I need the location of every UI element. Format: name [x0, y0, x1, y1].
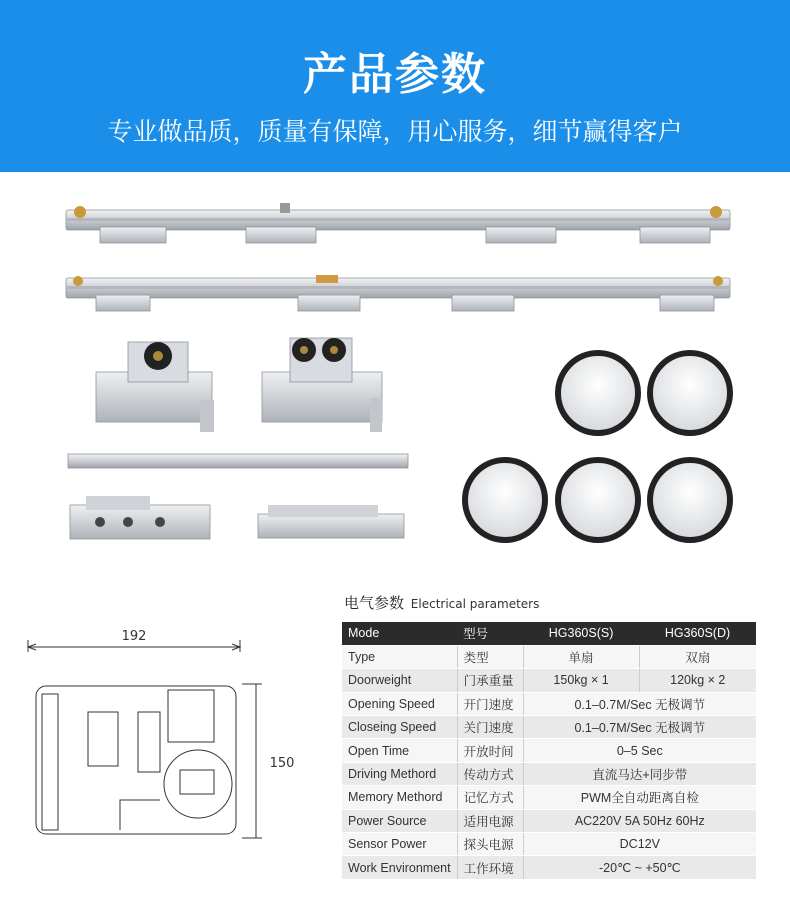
table-row — [342, 739, 756, 762]
row-col1: 单扇 — [523, 645, 639, 668]
header-key: Mode — [342, 622, 457, 645]
row-key: Doorweight — [342, 669, 457, 692]
drawing-width-label: 192 — [121, 629, 147, 644]
table-row — [342, 856, 756, 879]
row-col1: 150kg × 1 — [523, 669, 639, 692]
row-value: AC220V 5A 50Hz 60Hz — [523, 809, 756, 832]
page-title: 产品参数 — [303, 49, 487, 100]
drawing-height-label: 150 — [269, 756, 295, 771]
row-value: PWM全自动距离自检 — [523, 786, 756, 809]
row-value: 0–5 Sec — [523, 739, 756, 762]
header-banner — [0, 0, 790, 172]
table-row — [342, 786, 756, 809]
track-assembly-double — [66, 275, 730, 311]
door-clamp-right — [258, 505, 404, 538]
row-zh: 适用电源 — [457, 809, 523, 832]
table-row — [342, 809, 756, 832]
header-col1: HG360S(S) — [523, 622, 639, 645]
track-assembly-single — [66, 203, 730, 243]
row-zh: 工作环境 — [457, 856, 523, 879]
electrical-section-title — [344, 592, 539, 613]
profile-detail-circles — [465, 353, 730, 540]
belt-connector-bar — [68, 454, 408, 468]
table-row — [342, 833, 756, 856]
row-value: 0.1–0.7M/Sec 无极调节 — [523, 692, 756, 715]
table-row — [342, 716, 756, 739]
row-zh: 门承重量 — [457, 669, 523, 692]
header-col2: HG360S(D) — [639, 622, 756, 645]
spec-table-header — [342, 622, 756, 645]
row-col2: 双扇 — [639, 645, 756, 668]
roller-hanger-double — [262, 338, 382, 432]
table-row — [342, 762, 756, 785]
cross-section-drawing — [20, 620, 320, 850]
row-col2: 120kg × 2 — [639, 669, 756, 692]
row-key: Driving Methord — [342, 762, 457, 785]
row-zh: 传动方式 — [457, 762, 523, 785]
row-zh: 类型 — [457, 645, 523, 668]
row-zh: 开门速度 — [457, 692, 523, 715]
row-key: Work Environment — [342, 856, 457, 879]
page-subtitle: 专业做品质，质量有保障，用心服务，细节赢得客户 — [107, 117, 683, 146]
roller-hanger-single — [96, 342, 214, 432]
table-row — [342, 669, 756, 692]
row-value: 直流马达+同步带 — [523, 762, 756, 785]
table-row — [342, 645, 756, 668]
row-key: Open Time — [342, 739, 457, 762]
row-key: Power Source — [342, 809, 457, 832]
electrical-title-cn: 电气参数 — [344, 594, 405, 612]
table-row — [342, 692, 756, 715]
spec-table — [342, 622, 756, 880]
row-zh: 开放时间 — [457, 739, 523, 762]
row-key: Type — [342, 645, 457, 668]
row-value: -20℃ ~ +50℃ — [523, 856, 756, 879]
electrical-title-en: Electrical parameters — [410, 597, 540, 611]
door-clamp-left — [70, 496, 210, 539]
row-key: Opening Speed — [342, 692, 457, 715]
row-key: Closeing Speed — [342, 716, 457, 739]
header-zh: 型号 — [457, 622, 523, 645]
product-images — [0, 172, 790, 592]
row-value: DC12V — [523, 833, 756, 856]
row-value: 0.1–0.7M/Sec 无极调节 — [523, 716, 756, 739]
row-key: Sensor Power — [342, 833, 457, 856]
row-key: Memory Methord — [342, 786, 457, 809]
row-zh: 探头电源 — [457, 833, 523, 856]
row-zh: 记忆方式 — [457, 786, 523, 809]
row-zh: 关门速度 — [457, 716, 523, 739]
